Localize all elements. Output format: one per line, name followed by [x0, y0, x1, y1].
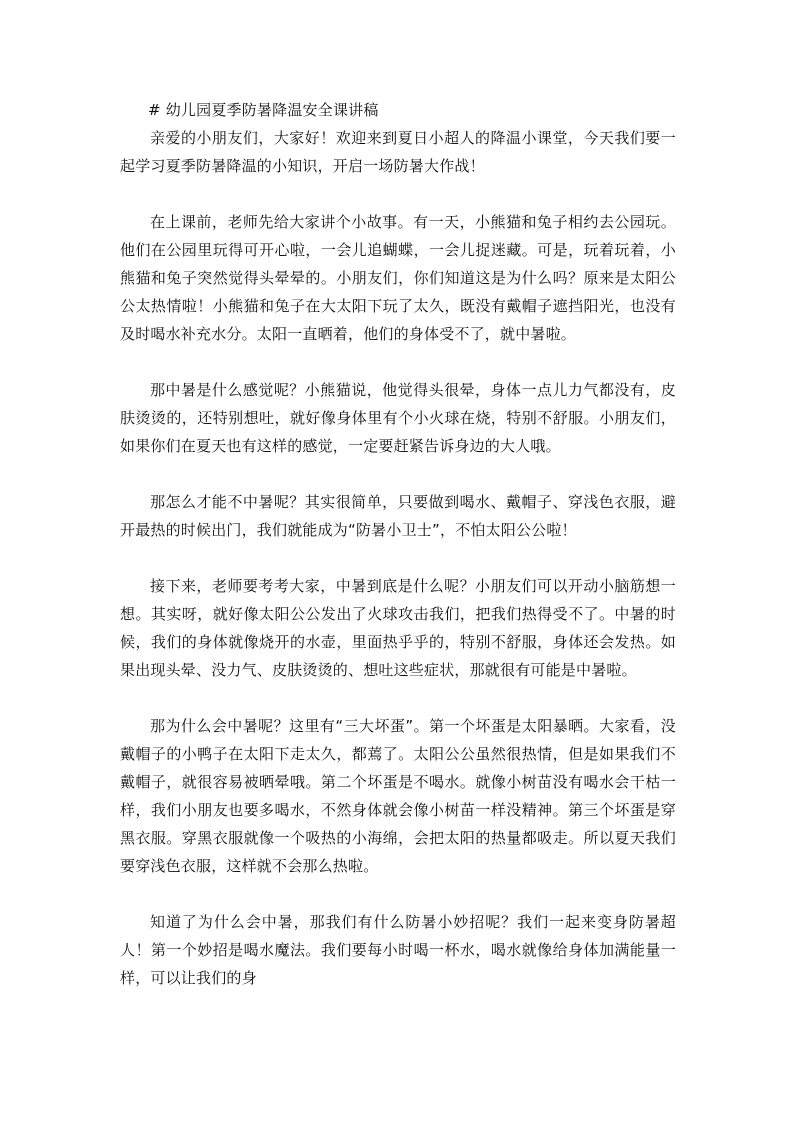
paragraph-three-villains: 那为什么会中暑呢？这里有“三大坏蛋”。第一个坏蛋是太阳暴晒。大家看，没戴帽子的小鸭子在太阳下走太久，都蔫了。太阳公公虽然很热情，但是如果我们不戴帽子，就很容易被晒晕哦。第二个坏蛋是不喝水。就像小树苗没有喝水会干枯一样，我们小朋友也要多喝水，不然身体就会像小树苗一样没精神。第三个坏蛋是穿黑衣服。穿黑衣服就像一个吸热的小海绵，会把太阳的热量都吸走。所以夏天我们要穿浅色衣服，这样就不会那么热啦。: [120, 717, 676, 875]
document-body: [120, 96, 676, 1020]
paragraph-tips: 知道了为什么会中暑，那我们有什么防暑小妙招呢？我们一起来变身防暑超人！第一个妙招是喝水魔法。我们要每小时喝一杯水，喝水就像给身体加满能量一样，可以让我们的身: [120, 913, 676, 987]
paragraph-what-is-heatstroke: 接下来，老师要考考大家，中暑到底是什么呢？小朋友们可以开动小脑筋想一想。其实呀，就好像太阳公公发出了火球攻击我们，把我们热得受不了。中暑的时候，我们的身体就像烧开的水壶，里面热乎乎的，特别不舒服，身体还会发热。如果出现头晕、没力气、皮肤烫烫的、想吐这些症状，那就很有可能是中暑啦。: [120, 577, 676, 679]
document-title: # 幼儿园夏季防暑降温安全课讲稿: [148, 101, 379, 119]
paragraph-feeling: 那中暑是什么感觉呢？小熊猫说，他觉得头很晕，身体一点儿力气都没有，皮肤烫烫的，还特别想吐，就好像身体里有个小火球在烧，特别不舒服。小朋友们，如果你们在夏天也有这样的感觉，一定要赶紧告诉身边的大人哦。: [120, 381, 676, 455]
paragraph-story: 在上课前，老师先给大家讲个小故事。有一天，小熊猫和兔子相约去公园玩。他们在公园里玩得可开心啦，一会儿追蝴蝶，一会儿捉迷藏。可是，玩着玩着，小熊猫和兔子突然觉得头晕晕的。小朋友们，你们知道这是为什么吗？原来是太阳公公太热情啦！小熊猫和兔子在大太阳下玩了太久，既没有戴帽子遮挡阳光，也没有及时喝水补充水分。太阳一直晒着，他们的身体受不了，就中暑啦。: [120, 213, 676, 343]
paragraph-prevention: 那怎么才能不中暑呢？其实很简单，只要做到喝水、戴帽子、穿浅色衣服，避开最热的时候出门，我们就能成为“防暑小卫士”，不怕太阳公公啦！: [120, 493, 676, 539]
paragraph-greeting: 亲爱的小朋友们，大家好！欢迎来到夏日小超人的降温小课堂，今天我们要一起学习夏季防暑降温的小知识，开启一场防暑大作战！: [120, 129, 676, 175]
